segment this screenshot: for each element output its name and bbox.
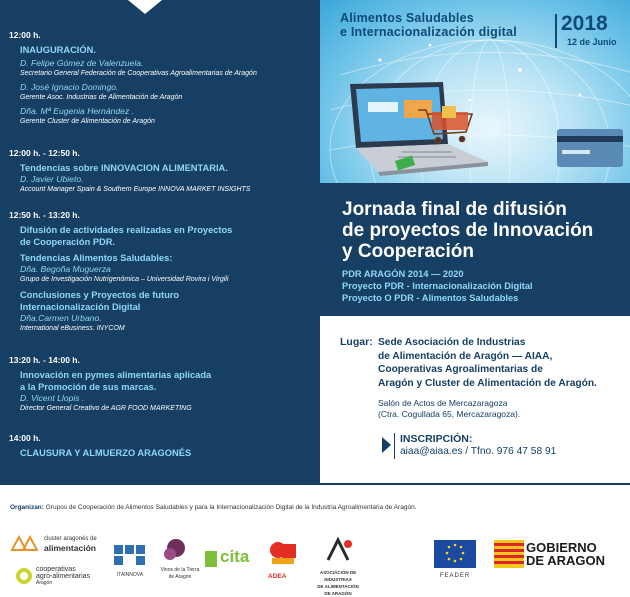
speaker-role: Grupo de Investigación Nutrigenómica – Universidad Rovira i Virgili xyxy=(20,276,229,283)
session-title: CLAUSURA Y ALMUERZO ARAGONÉS xyxy=(20,448,192,458)
credit-card-icon xyxy=(556,128,626,170)
session-title: INAUGURACIÓN. xyxy=(20,45,96,55)
program-block-1 xyxy=(9,30,314,127)
top-notch-decoration xyxy=(128,0,162,14)
venue-address-line: Salón de Actos de Mercazaragoza xyxy=(378,398,508,408)
laptop-cart-illustration xyxy=(338,82,498,177)
organizers-text: Grupos de Cooperación de Alimentos Saludables y para la Internacionalización Digital de la Industria Agroalimentaria de Aragón. xyxy=(45,504,417,511)
logo-caption: ADEA xyxy=(268,573,287,580)
aiaa-logo xyxy=(308,536,368,597)
speaker-role: Gerente Cluster de Alimentación de Aragón xyxy=(20,118,155,125)
hero-title xyxy=(340,11,517,39)
logo-caption: agro-alimentarias xyxy=(36,573,91,580)
program-block-4 xyxy=(9,355,314,414)
speaker-role: Gerente Asoc. Industrias de Alimentación de Aragón xyxy=(20,94,183,101)
program-block-5 xyxy=(9,433,314,459)
session-title: Conclusiones y Proyectos de futuro xyxy=(20,290,180,300)
program-block-2 xyxy=(9,148,314,195)
program-block-3 xyxy=(9,210,314,334)
session-time: 14:00 h. xyxy=(9,433,41,443)
vinos-tierra-logo xyxy=(160,538,200,581)
session-title: Internacionalización Digital xyxy=(20,302,141,312)
hero-title-line: Alimentos Saludables xyxy=(340,11,474,25)
logo-caption: cooperativas xyxy=(36,566,76,573)
program-panel xyxy=(0,0,320,483)
aragon-flag-icon xyxy=(494,540,524,568)
event-title-line: Jornada final de difusión xyxy=(342,199,567,220)
cooperativas-sun-icon xyxy=(14,566,34,586)
speaker-name: D. Javier Ubieto. xyxy=(20,174,84,184)
logo-caption: FEADER xyxy=(439,573,471,579)
play-arrow-icon xyxy=(382,437,391,453)
event-title xyxy=(342,199,627,262)
event-title-line: y Cooperación xyxy=(342,241,474,262)
logo-caption: Vinos de la Tierra xyxy=(160,567,200,573)
pdr-line: PDR ARAGÓN 2014 — 2020 xyxy=(342,269,464,279)
hero-banner xyxy=(320,0,630,183)
logo-caption: Aragón xyxy=(36,580,53,586)
speaker-name: D. Vicent Llopis . xyxy=(20,393,85,403)
cluster-people-icon xyxy=(10,534,40,552)
speaker-role: Secretario General Federación de Cooperativas Agroalimentarias de Aragón xyxy=(20,70,257,77)
gobierno-logo-text xyxy=(526,541,626,567)
event-title-line: de proyectos de Innovación xyxy=(342,220,594,241)
speaker-name: Dña. Begoña Muguerza xyxy=(20,264,111,274)
session-title: Innovación en pymes alimentarias aplicada xyxy=(20,370,212,380)
speaker-role: International eBusiness. INYCOM xyxy=(20,325,125,332)
session-title: a la Promoción de sus marcas. xyxy=(20,382,157,392)
feader-logo xyxy=(434,540,476,580)
footer-divider xyxy=(0,483,630,485)
session-time: 12:00 h. - 12:50 h. xyxy=(9,148,80,158)
event-date: 12 de Junio xyxy=(567,37,617,47)
session-time: 13:20 h. - 14:00 h. xyxy=(9,355,80,365)
logo-caption: cita xyxy=(220,547,250,566)
venue-label: Lugar: xyxy=(340,336,373,348)
date-badge xyxy=(555,12,625,52)
venue-line: Cooperativas Agroalimentarias de xyxy=(378,364,543,375)
speaker-name: Dña.Carmen Urbano. xyxy=(20,313,102,323)
speaker-name: Dña. Mª Eugenia Hernández . xyxy=(20,106,135,116)
session-time: 12:00 h. xyxy=(9,30,41,40)
session-title: Tendencias Alimentos Saludables: xyxy=(20,253,173,263)
date-divider xyxy=(555,14,557,48)
venue-line: de Alimentación de Aragón — AIAA, xyxy=(378,350,553,362)
pdr-projects xyxy=(342,268,533,304)
adea-logo xyxy=(268,540,298,580)
speaker-role: Director General Creativo de AGR FOOD MARKETING xyxy=(20,405,192,412)
logo-caption: cluster aragonés de xyxy=(44,536,97,542)
hero-title-line: e Internacionalización digital xyxy=(340,25,517,39)
cita-leaf-icon xyxy=(204,547,218,569)
inscription-divider xyxy=(394,433,395,459)
session-title: Difusión de actividades realizadas en Proyectos xyxy=(20,225,233,235)
logo-caption: ITAINNOVA xyxy=(116,572,144,578)
event-title-panel xyxy=(320,183,630,316)
inscription-label: INSCRIPCIÓN: xyxy=(400,433,473,445)
eu-flag-icon xyxy=(434,540,476,568)
venue-name xyxy=(378,336,626,390)
venue-address-line: (Ctra. Cogullada 65, Mercazaragoza). xyxy=(378,409,521,419)
event-year: 2018 xyxy=(561,12,608,35)
logo-caption: DE ARAGÓN xyxy=(324,591,352,596)
session-title: Tendencias sobre INNOVACION ALIMENTARIA. xyxy=(20,163,228,173)
logo-caption: ASOCIACIÓN DE INDUSTRIAS xyxy=(319,570,357,582)
venue-address xyxy=(378,398,520,420)
speaker-role: Account Manager Spain & Southern Europe INNOVA MARKET INSIGHTS xyxy=(20,186,251,193)
aiaa-mark-icon xyxy=(308,536,368,564)
speaker-name: D. Felipe Gómez de Valenzuela. xyxy=(20,58,144,68)
speaker-name: D. José Ignacio Domingo. xyxy=(20,82,119,92)
logo-caption: DE ALIMENTACIÓN xyxy=(317,584,359,589)
logo-caption: alimentación xyxy=(44,543,96,553)
cooperativas-logo-text xyxy=(36,566,116,587)
session-title: de Cooperación PDR. xyxy=(20,237,116,247)
venue-panel xyxy=(320,316,630,483)
venue-line: Sede Asociación de Industrias xyxy=(378,337,526,348)
pdr-line: Proyecto PDR - Internacionalización Digital xyxy=(342,281,533,291)
logo-caption: DE ARAGON xyxy=(526,553,605,568)
inscription-contact-link[interactable]: aiaa@aiaa.es / Tfno. 976 47 58 91 xyxy=(400,446,557,457)
organizers-label: Organizan: xyxy=(10,504,44,511)
adea-mark-icon xyxy=(268,540,298,568)
pdr-line: Proyecto O PDR - Alimentos Saludables xyxy=(342,293,519,303)
grape-icon xyxy=(162,538,192,562)
logo-caption: GOBIERNO xyxy=(526,540,597,555)
itainnova-mark-icon xyxy=(112,543,148,571)
logo-caption: de Aragón xyxy=(168,574,192,580)
organizers-line xyxy=(10,504,417,511)
session-time: 12:50 h. - 13:20 h. xyxy=(9,210,80,220)
venue-line: Aragón y Cluster de Alimentación de Aragón. xyxy=(378,377,597,389)
itainnova-logo xyxy=(112,543,148,579)
